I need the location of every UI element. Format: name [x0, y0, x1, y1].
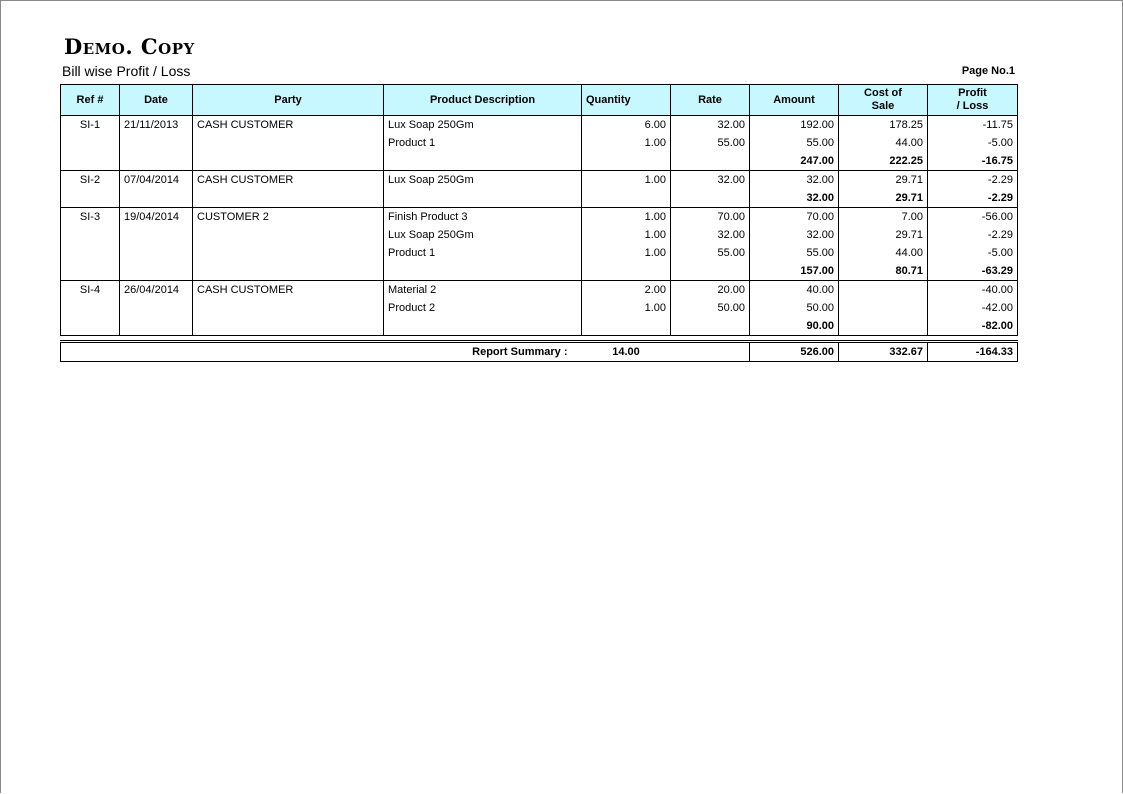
cell-profit: -56.00 — [928, 208, 1018, 227]
summary-profit: -164.33 — [928, 342, 1018, 362]
cell-amount: 50.00 — [750, 299, 839, 317]
cell-product — [384, 189, 582, 208]
cell-product: Lux Soap 250Gm — [384, 226, 582, 244]
cell-rate: 32.00 — [671, 226, 750, 244]
bill-total-row — [61, 152, 1018, 171]
cell-product: Product 1 — [384, 134, 582, 152]
col-header-cost-of-sale — [839, 85, 928, 116]
total-profit: -63.29 — [928, 262, 1018, 281]
cell-profit: -40.00 — [928, 281, 1018, 300]
cell-date — [120, 317, 193, 336]
table-row — [61, 171, 1018, 190]
cell-rate — [671, 262, 750, 281]
cell-date: 19/04/2014 — [120, 208, 193, 227]
cell-quantity: 1.00 — [582, 226, 671, 244]
profit-loss-table — [60, 84, 1018, 336]
cell-party — [193, 244, 384, 262]
bill-total-row — [61, 262, 1018, 281]
table-row — [61, 116, 1018, 135]
col-header-cost-line1: Cost of — [864, 87, 902, 99]
col-header-profit-line1: Profit — [958, 87, 987, 99]
cell-amount: 32.00 — [750, 226, 839, 244]
cell-date — [120, 244, 193, 262]
table-header-row — [61, 85, 1018, 116]
col-header-party: Party — [193, 85, 384, 116]
cell-ref — [61, 189, 120, 208]
cell-profit: -11.75 — [928, 116, 1018, 135]
col-header-rate: Rate — [671, 85, 750, 116]
cell-date — [120, 262, 193, 281]
cell-cost: 29.71 — [839, 171, 928, 190]
cell-profit: -2.29 — [928, 226, 1018, 244]
cell-ref: SI-1 — [61, 116, 120, 135]
table-row — [61, 299, 1018, 317]
cell-party: CASH CUSTOMER — [193, 281, 384, 300]
cell-quantity: 1.00 — [582, 171, 671, 190]
cell-cost: 178.25 — [839, 116, 928, 135]
cell-ref: SI-4 — [61, 281, 120, 300]
cell-party — [193, 226, 384, 244]
cell-party — [193, 134, 384, 152]
total-profit: -2.29 — [928, 189, 1018, 208]
cell-cost — [839, 281, 928, 300]
total-cost — [839, 317, 928, 336]
cell-date — [120, 152, 193, 171]
bill-total-row — [61, 317, 1018, 336]
report-title: Bill wise Profit / Loss — [62, 63, 191, 79]
cell-quantity — [582, 262, 671, 281]
cell-quantity: 1.00 — [582, 208, 671, 227]
summary-cost: 332.67 — [839, 342, 928, 362]
table-row — [61, 244, 1018, 262]
col-header-quantity: Quantity — [582, 85, 671, 116]
cell-product — [384, 152, 582, 171]
cell-product: Lux Soap 250Gm — [384, 116, 582, 135]
cell-amount: 32.00 — [750, 171, 839, 190]
cell-amount: 192.00 — [750, 116, 839, 135]
cell-date — [120, 226, 193, 244]
col-header-profit-loss — [928, 85, 1018, 116]
cell-party: CASH CUSTOMER — [193, 171, 384, 190]
cell-amount: 40.00 — [750, 281, 839, 300]
total-cost: 29.71 — [839, 189, 928, 208]
cell-quantity — [582, 317, 671, 336]
cell-party — [193, 262, 384, 281]
cell-party — [193, 152, 384, 171]
cell-product — [384, 317, 582, 336]
cell-quantity: 2.00 — [582, 281, 671, 300]
page-number: Page No.1 — [961, 65, 1015, 77]
total-cost: 222.25 — [839, 152, 928, 171]
cell-ref — [61, 299, 120, 317]
cell-rate: 20.00 — [671, 281, 750, 300]
cell-party — [193, 317, 384, 336]
cell-ref — [61, 134, 120, 152]
total-amount: 247.00 — [750, 152, 839, 171]
cell-amount: 55.00 — [750, 244, 839, 262]
summary-quantity: 14.00 — [582, 342, 671, 362]
cell-cost: 29.71 — [839, 226, 928, 244]
cell-date: 21/11/2013 — [120, 116, 193, 135]
cell-date — [120, 299, 193, 317]
cell-rate: 55.00 — [671, 244, 750, 262]
cell-cost: 44.00 — [839, 134, 928, 152]
cell-product: Product 1 — [384, 244, 582, 262]
cell-rate — [671, 152, 750, 171]
col-header-profit-line2: / Loss — [956, 100, 989, 112]
cell-profit: -2.29 — [928, 171, 1018, 190]
cell-rate — [671, 189, 750, 208]
table-row — [61, 208, 1018, 227]
cell-cost — [839, 299, 928, 317]
cell-party — [193, 299, 384, 317]
col-header-ref: Ref # — [61, 85, 120, 116]
cell-ref: SI-3 — [61, 208, 120, 227]
col-header-amount: Amount — [750, 85, 839, 116]
cell-cost: 44.00 — [839, 244, 928, 262]
total-profit: -82.00 — [928, 317, 1018, 336]
cell-profit: -5.00 — [928, 244, 1018, 262]
cell-rate: 70.00 — [671, 208, 750, 227]
table-row — [61, 281, 1018, 300]
cell-quantity — [582, 189, 671, 208]
cell-product: Finish Product 3 — [384, 208, 582, 227]
total-amount: 32.00 — [750, 189, 839, 208]
cell-rate: 32.00 — [671, 116, 750, 135]
table-row — [61, 134, 1018, 152]
total-amount: 157.00 — [750, 262, 839, 281]
total-cost: 80.71 — [839, 262, 928, 281]
cell-date: 26/04/2014 — [120, 281, 193, 300]
summary-label: Report Summary : — [61, 342, 582, 362]
col-header-cost-line2: Sale — [871, 100, 895, 112]
summary-amount: 526.00 — [750, 342, 839, 362]
cell-product: Product 2 — [384, 299, 582, 317]
cell-profit: -42.00 — [928, 299, 1018, 317]
summary-rate-empty — [671, 342, 750, 362]
cell-ref — [61, 226, 120, 244]
cell-quantity: 1.00 — [582, 134, 671, 152]
cell-profit: -5.00 — [928, 134, 1018, 152]
cell-rate: 55.00 — [671, 134, 750, 152]
total-amount: 90.00 — [750, 317, 839, 336]
cell-party: CASH CUSTOMER — [193, 116, 384, 135]
cell-quantity: 1.00 — [582, 299, 671, 317]
cell-party — [193, 189, 384, 208]
cell-amount: 70.00 — [750, 208, 839, 227]
table-body — [61, 116, 1018, 336]
col-header-date: Date — [120, 85, 193, 116]
cell-ref — [61, 152, 120, 171]
cell-rate: 32.00 — [671, 171, 750, 190]
cell-amount: 55.00 — [750, 134, 839, 152]
cell-quantity: 6.00 — [582, 116, 671, 135]
table-row — [61, 226, 1018, 244]
cell-product: Material 2 — [384, 281, 582, 300]
cell-product — [384, 262, 582, 281]
cell-product: Lux Soap 250Gm — [384, 171, 582, 190]
cell-ref — [61, 244, 120, 262]
cell-quantity — [582, 152, 671, 171]
col-header-product: Product Description — [384, 85, 582, 116]
cell-ref: SI-2 — [61, 171, 120, 190]
cell-ref — [61, 262, 120, 281]
summary-row — [61, 342, 1018, 362]
cell-date — [120, 189, 193, 208]
cell-cost: 7.00 — [839, 208, 928, 227]
cell-party: CUSTOMER 2 — [193, 208, 384, 227]
total-profit: -16.75 — [928, 152, 1018, 171]
bill-total-row — [61, 189, 1018, 208]
cell-quantity: 1.00 — [582, 244, 671, 262]
cell-rate — [671, 317, 750, 336]
company-name: Demo. Copy — [64, 34, 195, 59]
report-summary — [60, 340, 1018, 362]
cell-rate: 50.00 — [671, 299, 750, 317]
cell-date — [120, 134, 193, 152]
cell-date: 07/04/2014 — [120, 171, 193, 190]
cell-ref — [61, 317, 120, 336]
